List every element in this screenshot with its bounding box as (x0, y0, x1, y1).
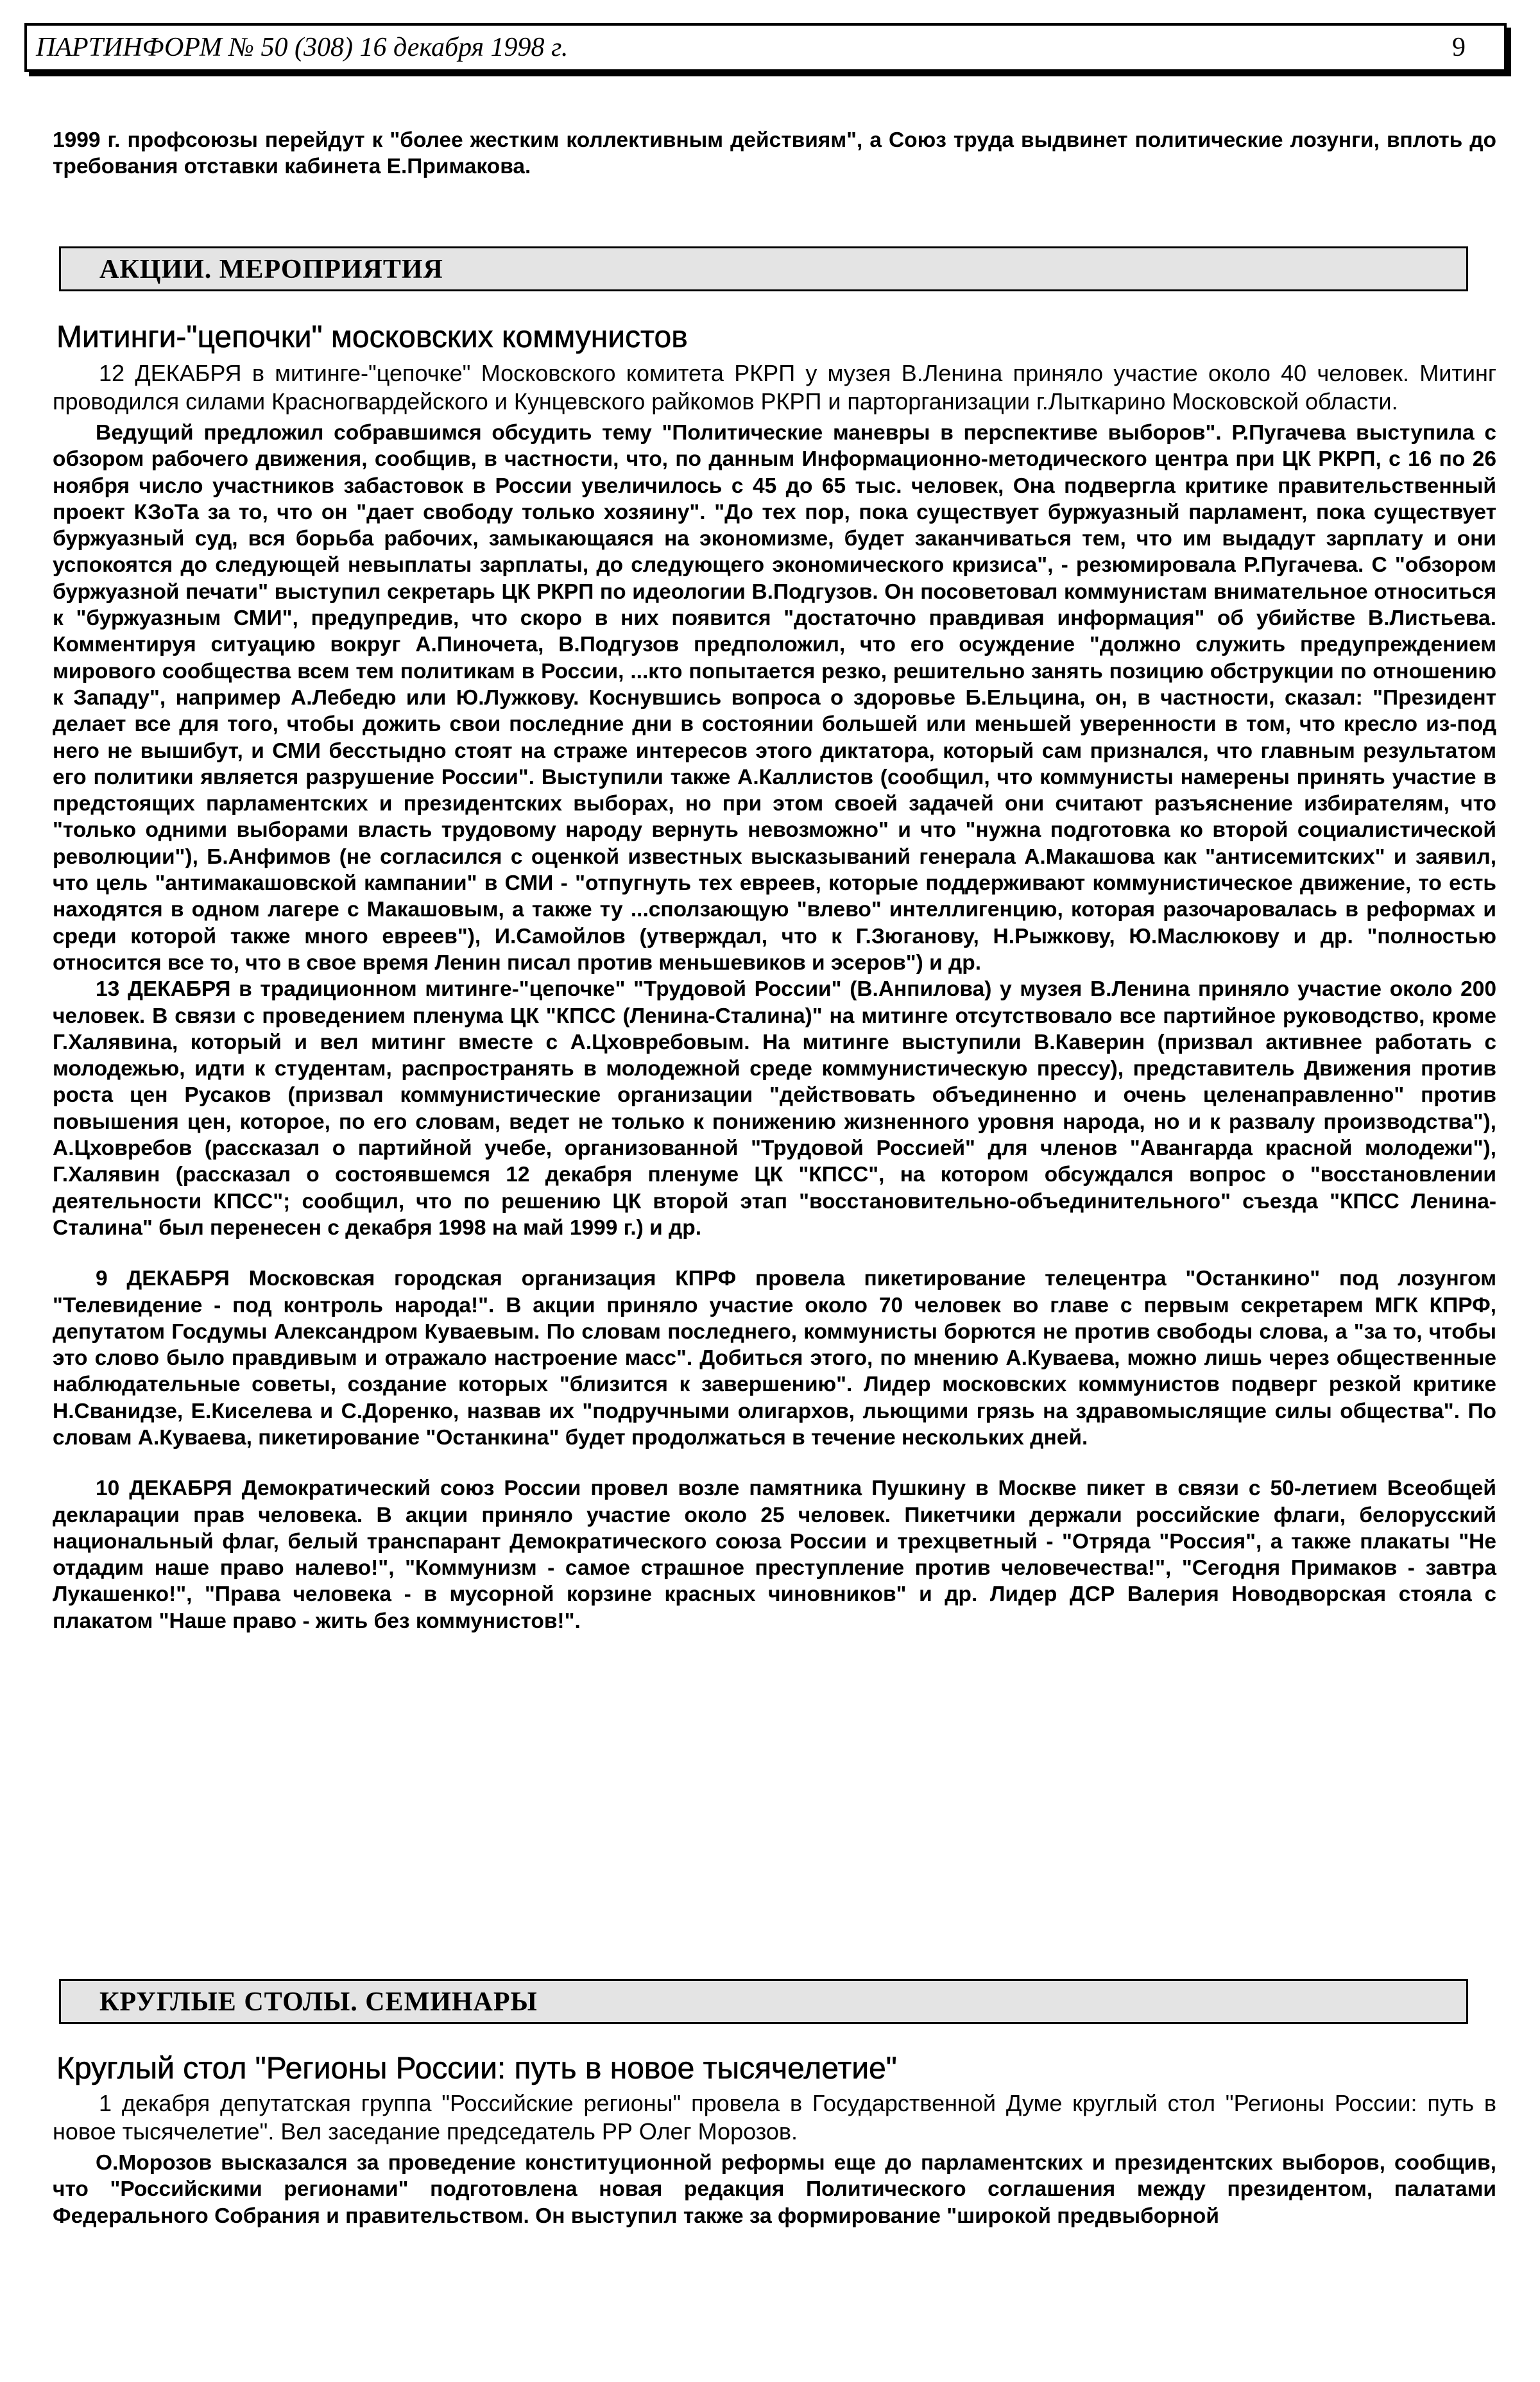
page-number: 9 (1452, 33, 1466, 62)
article-paragraph: Ведущий предложил собравшимся обсудить тему "Политические маневры в перспективе выборов". Р.Пугачева выступила с обзором рабочего движения, сообщив, в частности, что, по данным Информационно-методического центра при ЦК РКРП, с 16 по 26 ноября число участников забастовок в России увеличилось с 45 до 65 тыс. человек, Она подвергла критике правительственный проект КЗоТа за то, что он "дает свободу только хозяину". "До тех пор, пока существует буржуазный парламент, пока существует буржуазный суд, вся борьба рабочих, замыкающаяся на экономизме, будет заканчиваться тем, что им выдадут зарплату и они успокоятся до следующей невыплаты зарплаты, до следующего экономического кризиса", - резюмировала Р.Пугачева. С "обзором буржуазной печати" выступил секретарь ЦК РКРП по идеологии В.Подгузов. Он посоветовал коммунистам внимательное относиться к "буржуазным СМИ", предупредив, что скоро в них появится "достаточно правдивая информация" об убийстве В.Листьева. Комментируя ситуацию вокруг А.Пиночета, В.Подгузов предположил, что его осуждение "должно служить предупреждением мирового сообщества всем тем политикам в России, ...кто попытается резко, решительно занять позицию обструкции по отношению к Западу", например А.Лебедю или Ю.Лужкову. Коснувшись вопроса о здоровье Б.Ельцина, он, в частности, сказал: "Президент делает все для того, чтобы дожить свои последние дни в состоянии большей или меньшей уверенности в том, что кресло из-под него не вышибут, и СМИ бесстыдно стоят на страже интересов этого диктатора, который сам признался, что главным результатом его политики является разрушение России". Выступили также А.Каллистов (сообщил, что коммунисты намерены принять участие в предстоящих парламентских и президентских выборах, но при этом своей задачей они считают разъяснение избирателям, что "только одними выборами власть трудовому народу вернуть невозможно" и что "нужна подготовка ко второй социалистической революции"), Б.Анфимов (не согласился с оценкой известных высказываний генерала А.Макашова как "антисемитских" и заявил, что цель "антимакашовской кампании" в СМИ - "отпугнуть тех евреев, которые поддерживают коммунистическое движение, то есть находятся в одном лагере с Макашовым, а также ту ...сползающую "влево" интеллигенцию, которая разочаровалась в реформах и среди которой также много евреев"), И.Самойлов (утверждал, что к Г.Зюганову, Н.Рыжкову, Ю.Маслюкову и др. "полностью относится все то, что в свое время Ленин писал против меньшевиков и эсеров") и др. (53, 421, 1496, 975)
article-body-2 (53, 2089, 1496, 2229)
article-title: Круглый стол "Регионы России: путь в новое тысячелетие" (56, 2052, 897, 2086)
article-title: Митинги-"цепочки" московских коммунистов (56, 320, 688, 354)
section-label: АКЦИИ. МЕРОПРИЯТИЯ (99, 255, 443, 284)
section-label: КРУГЛЫЕ СТОЛЫ. СЕМИНАРЫ (99, 1987, 538, 2017)
article-paragraph: 10 ДЕКАБРЯ Демократический союз России провел возле памятника Пушкину в Москве пикет в связи с 50-летием Всеобщей декларации прав человека. В акции приняло участие около 25 человек. Пикетчики держали российские флаги, белорусский национальный флаг, белый транспарант Демократического союза России и трехцветный - "Отряда "Россия", а также плакаты "Не отдадим наше право налево!", "Коммунизм - самое страшное преступление против человечества!", "Сегодня Примаков - завтра Лукашенко!", "Права человека - в мусорной корзине красных чиновников" и др. Лидер ДСР Валерия Новодворская стояла с плакатом "Наше право - жить без коммунистов!". (53, 1477, 1496, 1633)
page-header (24, 23, 1507, 72)
article-paragraph: 13 ДЕКАБРЯ в традиционном митинге-"цепочке" "Трудовой России" (В.Анпилова) у музея В.Ленина приняло участие около 200 человек. В связи с проведением пленума ЦК "КПСС (Ленина-Сталина)" на митинге отсутствовало все партийное руководство, кроме Г.Халявина, который и вел митинг вместе с А.Цховребовым. На митинге выступили В.Каверин (призвал активнее работать с молодежью, идти к студентам, распространять в молодежной среде коммунистическую прессу), представитель Движения против роста цен Русаков (призвал коммунистические организации "действовать объединенно и очень целенаправленно" против повышения цен, которое, по его словам, ведет не только к понижению жизненного уровня народа, но и к развалу производства"), А.Цховребов (рассказал о партийной учебе, организованной "Трудовой Россией" для членов "Авангарда красной молодежи"), Г.Халявин (рассказал о состоявшемся 12 декабря пленуме ЦК "КПСС", на котором обсуждался вопрос о "восстановлении деятельности КПСС"; сообщил, что по решению ЦК второй этап "восстановительно-объединительного" съезда "КПСС Ленина-Сталина" был перенесен с декабря 1998 на май 1999 г.) и др. (53, 977, 1496, 1240)
lead-paragraph: 12 ДЕКАБРЯ в митинге-"цепочке" Московского комитета РКРП у музея В.Ленина приняло участие около 40 человек. Митинг проводился силами Красногвардейского и Кунцевского райкомов РКРП и парторганизации г.Лыткарино Московской области. (53, 360, 1496, 415)
lead-paragraph: 1 декабря депутатская группа "Российские регионы" провела в Государственной Думе круглый стол "Регионы России: путь в новое тысячелетие". Вел заседание председатель РР Олег Морозов. (53, 2090, 1496, 2145)
intro-block (53, 127, 1496, 180)
header-title: ПАРТИНФОРМ № 50 (308) 16 декабря 1998 г. (36, 33, 569, 62)
section-header-roundtables (59, 1979, 1468, 2024)
section-header-actions (59, 246, 1468, 291)
article-paragraph: О.Морозов высказался за проведение конституционной реформы еще до парламентских и президентских выборов, сообщив, что "Российскими регионами" подготовлена новая редакция Политического соглашения между президентом, палатами Федерального Собрания и правительством. Он выступил также за формирование "широкой предвыборной (53, 2151, 1496, 2228)
intro-paragraph: 1999 г. профсоюзы перейдут к "более жестким коллективным действиям", а Союз труда выдвинет политические лозунги, вплоть до требования отставки кабинета Е.Примакова. (53, 128, 1496, 179)
article-body-1 (53, 359, 1496, 1634)
article-paragraph: 9 ДЕКАБРЯ Московская городская организация КПРФ провела пикетирование телецентра "Останкино" под лозунгом "Телевидение - под контроль народа!". В акции приняло участие около 70 человек во главе с первым секретарем МГК КПРФ, депутатом Госдумы Александром Куваевым. По словам последнего, коммунисты борются не против свободы слова, а "за то, чтобы это слово было правдивым и отражало настроение масс". Добиться этого, по мнению А.Куваева, можно лишь через общественные наблюдательные советы, создание которых "близится к завершению". Лидер московских коммунистов подверг резкой критике Н.Сванидзе, Е.Киселева и С.Доренко, назвав их "подручными олигархов, льющими грязь на здравомыслящие силы общества". По словам А.Куваева, пикетирование "Останкина" будет продолжаться в течение нескольких дней. (53, 1267, 1496, 1450)
